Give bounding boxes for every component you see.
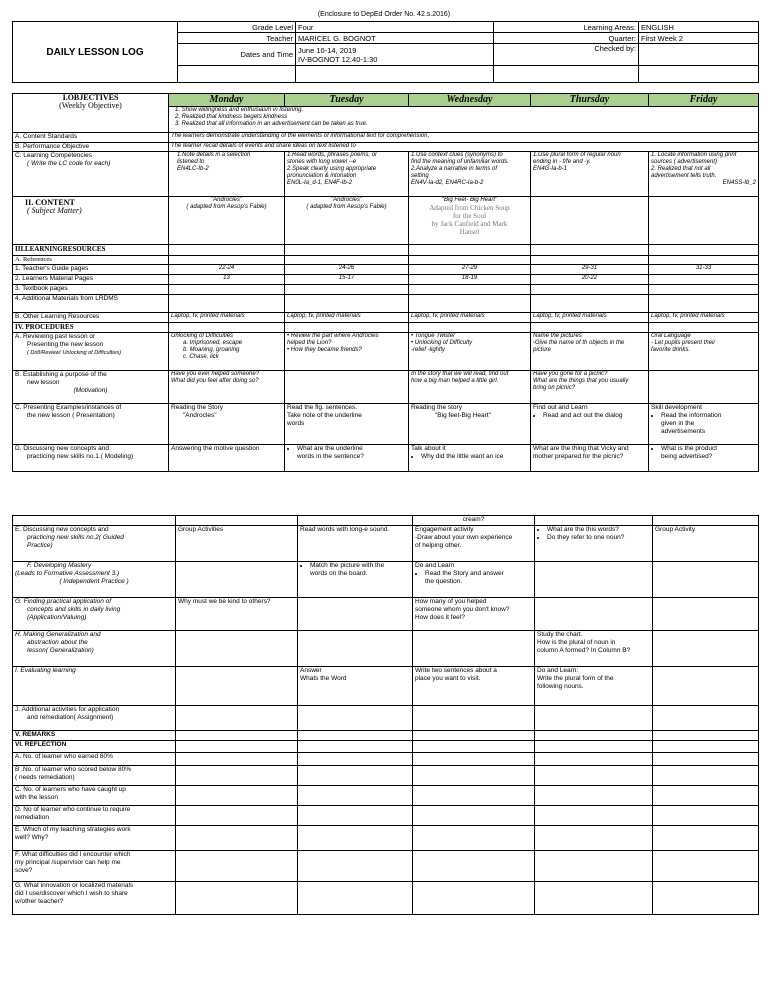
other-wednesday: Laptop, tv, printed materials xyxy=(409,313,531,323)
tg-label: 1. Teacher's Guide pages xyxy=(13,265,169,275)
lesson-table-2 xyxy=(12,515,759,915)
reflection-c-label: C. No. of learners who have caught up with the lesson xyxy=(13,786,176,806)
discussing-2-wednesday: Engagement activity -Draw about your own experience of helping other. xyxy=(413,526,535,562)
discussing-1-thursday: What are the thing that Vicky and mother prepared for the picnic? xyxy=(531,445,649,472)
day-thursday: Thursday xyxy=(531,94,649,107)
performance-label: B. Performance Objective xyxy=(13,143,169,152)
competency-tuesday: 1.Read words, phrases poems, or stories with long vowel --e 2.Speak clearly using appropriate pronunciation & intonation EN0L-Ia_d-1, EN4F-Ib-2 xyxy=(285,152,409,197)
other-monday: Laptop, tv, printed materials xyxy=(169,313,285,323)
review-friday: Oral Language - Let pupils present their favorite drinks. xyxy=(649,333,759,371)
discussing-2-friday: Group Activity xyxy=(653,526,759,562)
page-title: DAILY LESSON LOG xyxy=(13,22,178,83)
presenting-wednesday: Reading the story "Big feet-Big Heart" xyxy=(409,404,531,445)
day-wednesday: Wednesday xyxy=(409,94,531,107)
evaluating-tuesday: Answer Whats the Word xyxy=(298,667,413,706)
review-thursday: Name the pictures -Give the name of th objects in the picture xyxy=(531,333,649,371)
review-monday: Unlocking of Difficulties a. Imprisoned, escape b. Moaning, groaning c. Chase, lick xyxy=(169,333,285,371)
lm-thursday: 20-22 xyxy=(531,275,649,285)
day-friday: Friday xyxy=(649,94,759,107)
presenting-label: C. Presenting Examples/instances of the new lesson ( Presentation) xyxy=(13,404,169,445)
discussing-2-monday: Group Activities xyxy=(176,526,298,562)
reflection-d-label: D. No of learner who continue to require remediation xyxy=(13,806,176,826)
content-label: II. CONTENT ( Subject Matter) xyxy=(13,197,169,245)
day-tuesday: Tuesday xyxy=(285,94,409,107)
quarter-value: First Week 2 xyxy=(639,33,759,44)
purpose-thursday: Have you gone for a picnic? What are the things that you usually bring on picnic? xyxy=(531,371,649,404)
tg-wednesday: 27-29 xyxy=(409,265,531,275)
tg-tuesday: 24-26 xyxy=(285,265,409,275)
application-label: G. Finding practical application of concepts and skills in daily living (Application/Valuing) xyxy=(13,598,176,631)
tg-friday: 31-33 xyxy=(649,265,759,275)
lm-friday xyxy=(649,275,759,285)
dates-value: June 10-14, 2019 IV-BOGNOT 12:40-1:30 xyxy=(296,44,494,66)
mastery-label: F. Developing Mastery (Leads to Formative Assessment 3.) ( Independent Practice ) xyxy=(13,562,176,598)
lesson-table-1 xyxy=(12,93,759,472)
performance-value: The learner recall details of events and share ideas on text listened to xyxy=(169,143,759,152)
generalization-thursday: Study the chart. How is the plural of noun in column A formed? In Column B? xyxy=(535,631,653,667)
enclosure-note: (Enclosure to DepEd Order No. 42.s.2016) xyxy=(317,11,451,18)
reflection-b-label: B .No. of learner who scored below 80% ( needs remediation) xyxy=(13,766,176,786)
evaluating-thursday: Do and Learn: Write the plural form of the following nouns. xyxy=(535,667,653,706)
purpose-monday: Have you ever helped someone? What did you feel after doing so? xyxy=(169,371,285,404)
mastery-wednesday: Do and Learn • Read the Story and answer the question. xyxy=(413,562,535,598)
reflection-e-label: E. Which of my teaching strategies work well? Why? xyxy=(13,826,176,851)
objectives-heading: I.OBJECTIVES (Weekly Objective) xyxy=(13,94,169,133)
content-tuesday: "Androcles" ( adapted from Aesop's Fable) xyxy=(285,197,409,245)
other-tuesday: Laptop, tv, printed materials xyxy=(285,313,409,323)
reflection-f-label: F. What difficulties did I encounter which my principal /supervisor can help me sove? xyxy=(13,851,176,882)
purpose-label: B. Establishing a purpose of the new lesson (Motivation) xyxy=(13,371,169,404)
teacher-label: Teacher xyxy=(178,33,296,44)
review-label: A. Reviewing past lesson or Presenting the new lesson ( Drill/Review/ Unlocking of Difficulties) xyxy=(13,333,169,371)
assignment-label: J. Additional activities for application and remediation( Assignment) xyxy=(13,706,176,731)
discussing-2-thursday: • What are the this words? • Do they refer to one noun? xyxy=(535,526,653,562)
discussing-2-tuesday: Read words with long-e sound. xyxy=(298,526,413,562)
references-label: A. References xyxy=(13,256,169,265)
resources-title: III.LEARNINGRESOURCES xyxy=(13,245,169,256)
dates-label: Dates and Time xyxy=(178,44,296,66)
evaluating-wednesday: Write two sentences about a place you want to visit. xyxy=(413,667,535,706)
reflection-a-label: A. No. of learner who earned 80% xyxy=(13,753,176,766)
learning-areas-label: Learning Areas: xyxy=(494,22,639,33)
competency-wednesday: 1.Use context clues (synonyms) to find the meaning of unfamiliar words. 2.Analyze a narrative in terms of setting EN4V-Ia-d2, EN4RC-Ia-b-2 xyxy=(409,152,531,197)
discussing-1-monday: Answering the motive question xyxy=(169,445,285,472)
lm-wednesday: 18-19 xyxy=(409,275,531,285)
procedures-title: IV. PROCEDURES xyxy=(13,323,169,333)
lm-label: 2. Learners Material Pages xyxy=(13,275,169,285)
content-monday: "Androcles" ( adapted from Aesop's Fable) xyxy=(169,197,285,245)
teacher-value: MARICEL G. BOGNOT xyxy=(296,33,494,44)
reflection-label: VI. REFLECTION xyxy=(13,741,176,753)
content-standards-value: The learners demonstrate understanding of the elements of informational text for comprehension, xyxy=(169,133,759,143)
discussing-1-wednesday: Talk about it • Why did the little want an ice xyxy=(409,445,531,472)
reflection-g-label: G. What innovation or localized materials did I use/discover which I wish to share w/other teacher? xyxy=(13,882,176,915)
weekly-objectives: 1. Show willingness and enthusiasm in listening. 2. Realized that kindness begets kindness 3. Realized that all information in an advertisement can be taken as true. xyxy=(169,107,759,133)
presenting-tuesday: Read the flg. sentences. Take note of the underline words xyxy=(285,404,409,445)
competency-thursday: 1.Use plural form of regular noun ending in - f/fe and -y. EN4G-Ia-b-1 xyxy=(531,152,649,197)
discussing-1-tuesday: • What are the underline words in the sentence? xyxy=(285,445,409,472)
review-wednesday: • Tongue Twister • Unlocking of Difficulty -relief -lightly xyxy=(409,333,531,371)
remarks-label: V. REMARKS xyxy=(13,731,176,741)
checked-by-value xyxy=(639,44,759,66)
review-tuesday: • Review the part where Androcles helped the Lion? • How they became friends? xyxy=(285,333,409,371)
lm-monday: 13 xyxy=(169,275,285,285)
application-monday: Why must we be kind to others? xyxy=(176,598,298,631)
grade-level-label: Grade Level xyxy=(178,22,296,33)
competency-monday: 1.Note details in a selection listened to EN4LC-Ib-2 xyxy=(169,152,285,197)
purpose-wednesday: In the story that we will read, find out how a big man helped a little girl. xyxy=(409,371,531,404)
content-wednesday: "Big Feet- Big Heart" Adapted from Chicken Soup for the Soul by Jack Canfield and Mark Hansel xyxy=(409,197,531,245)
tg-monday: 22-24 xyxy=(169,265,285,275)
generalization-label: H. Making Generalization and abstraction about the lesson( Generalization) xyxy=(13,631,176,667)
application-wednesday: How many of you helped someone whom you don't know? How does it feel? xyxy=(413,598,535,631)
presenting-thursday: Find out and Learn • Read and act out the dialog xyxy=(531,404,649,445)
day-monday: Monday xyxy=(169,94,285,107)
other-thursday: Laptop, tv, printed materials xyxy=(531,313,649,323)
learning-areas-value: ENGLISH xyxy=(639,22,759,33)
discussing-1-friday: • What is the product being advertised? xyxy=(649,445,759,472)
presenting-monday: Reading the Story "Androcles" xyxy=(169,404,285,445)
other-friday: Laptop, tv, printed materials xyxy=(649,313,759,323)
additional-materials-label: 4. Additional Materials from LRDMS xyxy=(13,295,169,313)
quarter-label: Quarter: xyxy=(494,33,639,44)
checked-by-label: Checked by: xyxy=(494,44,639,66)
lm-tuesday: 15-17 xyxy=(285,275,409,285)
mastery-tuesday: • Match the picture with the words on the board. xyxy=(298,562,413,598)
presenting-friday: Skill development • Read the information given in the advertisements xyxy=(649,404,759,445)
discussing-1-label: D. Discussing new concepts and practicing new skills no.1.( Modeling) xyxy=(13,445,169,472)
tg-thursday: 29-31 xyxy=(531,265,649,275)
competencies-label: C. Learning Competencies ( Write the LC code for each) xyxy=(13,152,169,197)
cream-continuation: cream? xyxy=(413,516,535,526)
header-table xyxy=(12,21,759,83)
grade-level-value: Four xyxy=(296,22,494,33)
content-standards-label: A. Content Standards xyxy=(13,133,169,143)
evaluating-label: I. Evaluating learning xyxy=(13,667,176,706)
competency-friday: 1. Locate information using print sources ( advertisement) 2. Realized that not all advertisement tells truth. EN4SS-Ib_2 xyxy=(649,152,759,197)
other-resources-label: B. Other Learning Resources xyxy=(13,313,169,323)
textbook-label: 3. Textbook pages xyxy=(13,285,169,295)
discussing-2-label: E. Discussing new concepts and practicing new skills no.2( Guided Practice) xyxy=(13,526,176,562)
